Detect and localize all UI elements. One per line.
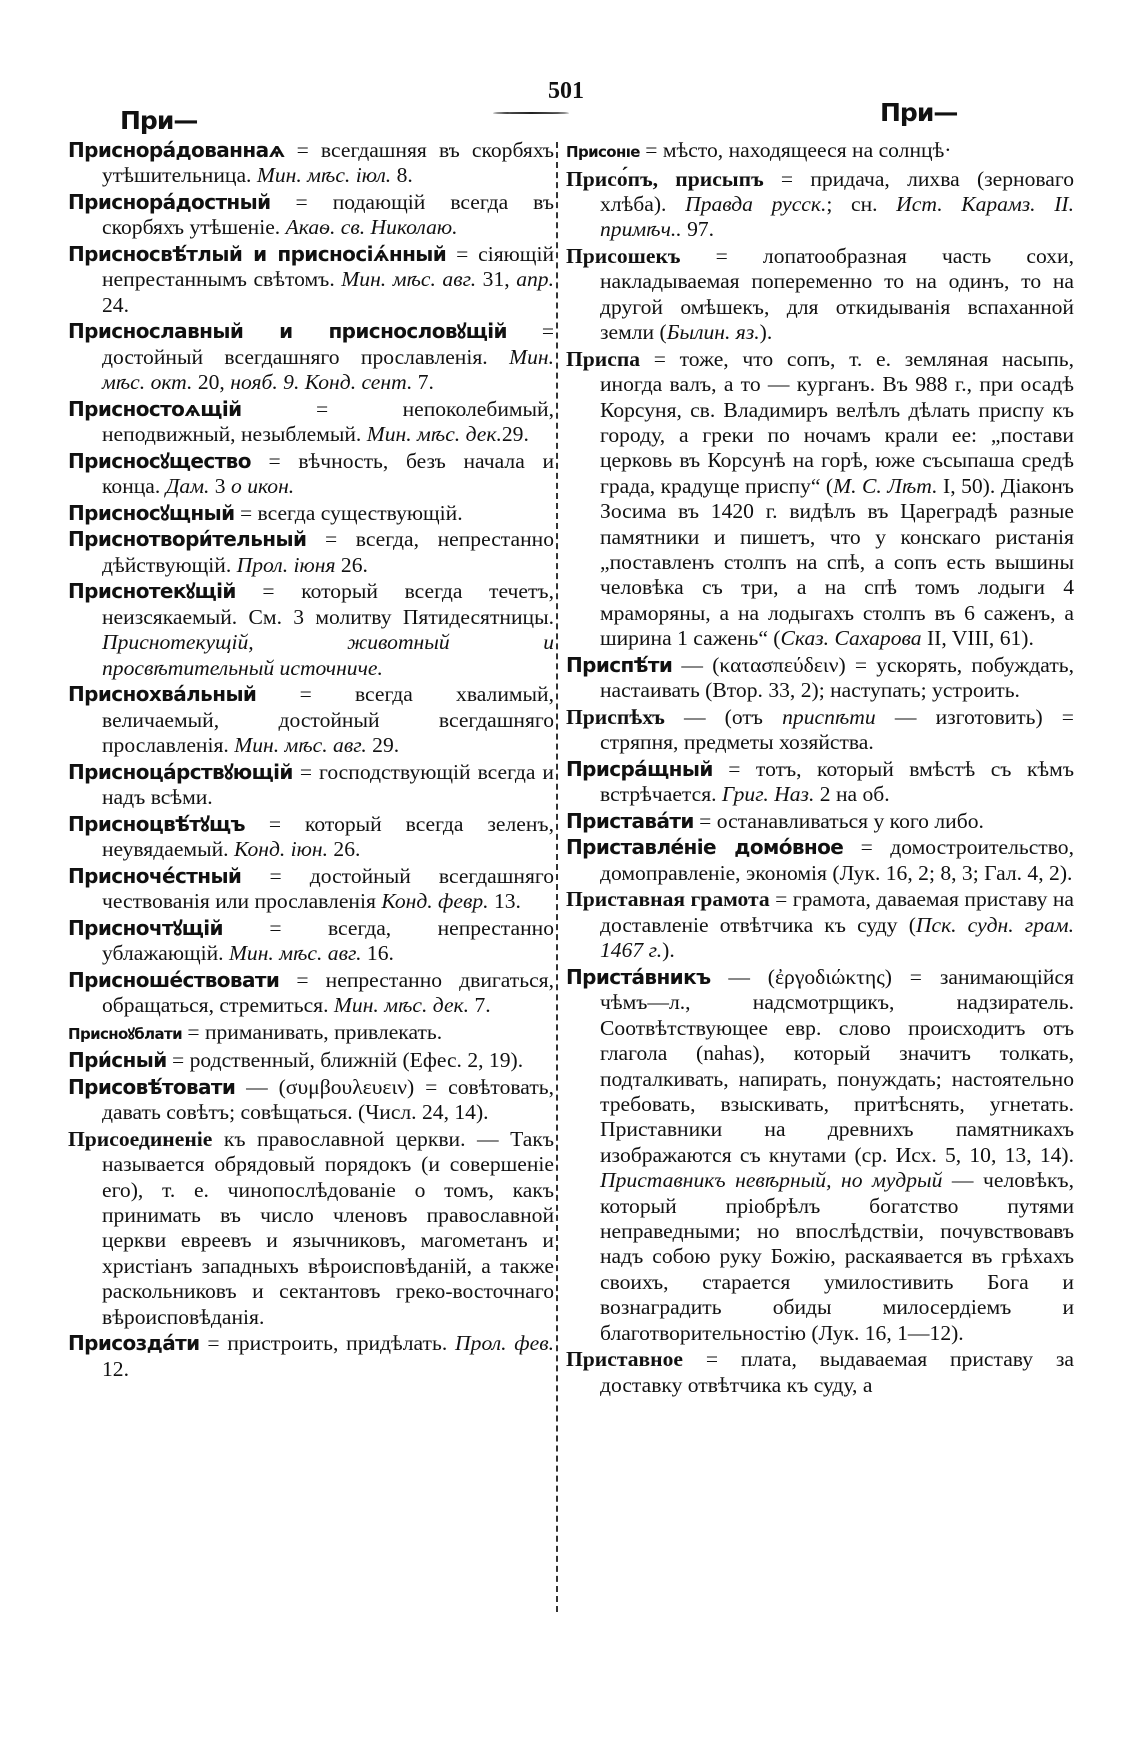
entry-definition: 31, (476, 267, 517, 292)
dictionary-entry (566, 167, 1074, 243)
entry-headword: Приснoцвѣ́тꙋщъ (68, 811, 245, 836)
entry-definition: ). (662, 938, 675, 963)
dictionary-entry (68, 916, 554, 967)
entry-headword: Присонıе (566, 143, 640, 161)
entry-citation: М. С. Лѣт. (833, 473, 938, 498)
dictionary-entry (68, 1075, 554, 1126)
dictionary-entry (68, 1048, 554, 1073)
entry-headword: Приспа (566, 346, 641, 371)
dictionary-entry (566, 887, 1074, 963)
dictionary-entry (566, 809, 1074, 834)
entry-definition: 7. (412, 370, 434, 395)
entry-definition: ). (759, 320, 773, 345)
entry-headword: Приснохва́льный (68, 682, 257, 707)
entry-definition: къ православной церкви. — Такъ называется обрядовый порядокъ (и совершеніе его), т. е. чинопослѣдованіе о томъ, какъ принимать въ число членовъ православной церкви евреевъ и язычниковъ, магометанъ и христіанъ западныхъ вѣроисповѣданій, а также раскольниковъ и сектантовъ греко-восточнаго вѣроисповѣданія. (102, 1126, 554, 1329)
entry-headword: Приста́вникъ (566, 964, 711, 989)
entry-citation: Мин. мѣс. дек. (333, 993, 470, 1018)
entry-citation: Конд. іюн. (233, 837, 329, 862)
entry-headword: Присовѣ́товати (68, 1074, 236, 1099)
entry-definition: = всегда существующій. (234, 500, 463, 525)
entry-definition: — (συμβουλευειν) = совѣтовать, давать совѣтъ; совѣщаться. (Числ. 24, 14). (102, 1074, 554, 1125)
entry-definition: 12. (102, 1356, 129, 1381)
dictionary-entry (68, 397, 554, 448)
entry-headword: Приснора́дованнаѧ (68, 138, 285, 162)
entry-definition: — (κατασπεύδειν) = ускорять, побуждать, настаивать (Втор. 33, 2); наступать; устроить. (600, 652, 1074, 703)
dictionary-entry (566, 835, 1074, 886)
dictionary-entry (68, 1127, 554, 1330)
entry-headword: Присозда́ти (68, 1331, 200, 1356)
entry-citation: Мин. мѣс. окт. (102, 344, 554, 395)
entry-citation: Прол. фев. (455, 1331, 554, 1356)
entry-definition: 7. (469, 993, 491, 1018)
dictionary-entry (68, 501, 554, 526)
entry-headword: Приснoца́рствꙋющій (68, 759, 293, 784)
entry-citation: Мин. мѣс. авг. (228, 941, 362, 966)
left-column (68, 138, 554, 1383)
dictionary-entry (566, 757, 1074, 808)
entry-definition: = достойный всегдашняго прославленія. (102, 319, 554, 369)
dictionary-entry (68, 527, 554, 578)
entry-headword: Присносꙋщество (68, 448, 251, 473)
entry-definition: = пристроить, придѣлать. (199, 1331, 456, 1356)
entry-definition: 26. (335, 552, 368, 577)
dictionary-entry (68, 242, 554, 318)
entry-citation: Пск. судн. грам. 1467 г. (600, 912, 1074, 963)
entry-definition: = всегда, непрестанно ублажающій. (102, 915, 554, 966)
entry-headword: Приставная грамота (566, 887, 770, 912)
entry-definition: = плата, выдаваемая приставу за доставку отвѣтчика къ суду, а (600, 1347, 1074, 1397)
entry-headword: Присночтꙋщій (68, 915, 223, 940)
entry-headword: Присносꙋщный (68, 500, 235, 525)
running-head-right: При— (880, 98, 958, 127)
entry-definition: = всегда, непрестанно дѣйствующій. (102, 527, 554, 577)
entry-headword: При́сный (68, 1048, 167, 1073)
entry-citation: Былин. яз. (666, 320, 760, 345)
dictionary-entry (68, 449, 554, 500)
entry-citation: Мин. мѣс. дек. (366, 422, 502, 447)
dictionary-entry (566, 705, 1074, 756)
entry-citation: приспѣти (782, 704, 876, 729)
entry-definition: — (ἐργοδιώκτης) = занимающійся чѣмъ—л., надсмотрщикъ, надзиратель. Соотвѣтствующее евр. слово происходитъ отъ глагола (nahas), который значитъ толкать, подталкивать, напирать, понуждать; настоятельно требовать, взыскивать, притѣснять, угнетать. Приставники на древнихъ памятникахъ изображаются съ кнутами (ср. Исх. 5, 10, 13, 14). (600, 964, 1074, 1167)
entry-headword: Присошекъ (566, 244, 681, 268)
entry-definition: II, VIII, 61). (921, 626, 1034, 651)
entry-headword: Приставáти (566, 808, 694, 833)
entry-citation: Мин. мѣс. іюл. (256, 163, 392, 188)
entry-citation: Ист. Карамз. II. примѣч.. (600, 192, 1074, 242)
entry-definition: 97. (681, 217, 715, 242)
dictionary-entry (68, 1020, 554, 1047)
entry-definition: — (отъ (664, 704, 783, 729)
running-head-left: При— (120, 106, 198, 135)
entry-headword: Приспѣ́ти (566, 652, 673, 677)
entry-citation: Дам. (165, 474, 210, 499)
entry-headword: Присносвѣ́тлый и присносіѧ́нный (68, 242, 447, 266)
dictionary-entry (68, 319, 554, 395)
dictionary-entry (68, 190, 554, 241)
dictionary-entry (566, 138, 1074, 165)
entry-headword: Приспѣхъ (566, 704, 665, 729)
entry-definition: = непрестанно двигаться, обращаться, стремиться. (102, 967, 554, 1018)
entry-headword: Приснoꙋблати (68, 1024, 182, 1043)
dictionary-entry (566, 965, 1074, 1346)
dictionary-entry (68, 1331, 554, 1382)
entry-citation: Григ. Наз. (721, 782, 815, 807)
entry-citation: Мин. мѣс. авг. (234, 733, 367, 758)
entry-definition: = вѣчность, безъ начала и конца. (102, 448, 554, 499)
entry-definition: = господствующій всегда и надъ всѣми. (102, 759, 554, 810)
entry-headword: Приставное (566, 1347, 683, 1372)
dictionary-entry (68, 682, 554, 758)
entry-definition: 29. (501, 422, 529, 447)
entry-definition: = лопатообразная часть сохи, накладываемая попеременно то на одинъ, то на другой омѣшекъ, для откидыванія вспаханной земли ( (600, 244, 1074, 345)
dictionary-entry (68, 864, 554, 915)
entry-headword: Присоединеніе (68, 1126, 213, 1151)
column-divider (556, 142, 558, 1612)
entry-headword: Приснославный и приснословꙋщій (68, 319, 507, 344)
entry-definition: = всегдашняя въ скорбяхъ утѣшительница. (102, 138, 554, 188)
entry-definition: = который всегда течетъ, неизсякаемый. См. 3 молитву Пятидесятницы. (102, 579, 554, 629)
entry-citation: Правда русск. (685, 192, 827, 216)
entry-citation: о икон. (231, 474, 295, 499)
entry-definition: = останавливаться у кого либо. (693, 808, 984, 833)
entry-definition: = достойный всегдашняго чествованія или прославленія (102, 863, 554, 914)
entry-headword: Присра́щный (566, 756, 713, 781)
entry-definition: = непоколебимый, неподвижный, незыблемый. (102, 396, 554, 447)
entry-headword: Присо́пъ, присыпъ (566, 166, 764, 191)
entry-citation: Прол. іюня (236, 552, 336, 577)
entry-definition: — человѣкъ, который пріобрѣлъ богатство путями неправедными; но впослѣдствіи, почувствовавъ надъ собою руку Божію, раскаявается въ грѣхахъ своихъ, старается умилостивить Бога и вознаградить обиды милосердіемъ и благотворительностію (Лук. 16, 1—12). (600, 1168, 1074, 1345)
entry-definition: ; сн. (826, 192, 897, 216)
dictionary-entry (566, 1347, 1074, 1398)
entry-citation: Сказ. Сахарова (780, 626, 922, 651)
entry-definition: = родственный, ближній (Ефес. 2, 19). (166, 1048, 524, 1073)
dictionary-entry (566, 244, 1074, 346)
entry-headword: Приснoшéствовати (68, 967, 280, 992)
entry-definition: = подающій всегда въ скорбяхъ утѣшеніе. (102, 190, 554, 240)
entry-definition: = который всегда зеленъ, неувядаемый. (102, 811, 554, 862)
entry-citation: Мин. мѣс. авг. (341, 267, 477, 292)
dictionary-entry (566, 653, 1074, 704)
dictionary-entry (68, 579, 554, 681)
dictionary-entry (68, 968, 554, 1019)
entry-definition: = грамота, даваемая приставу на доставленіе отвѣтчика къ суду ( (600, 887, 1074, 937)
entry-citation: апр. (516, 267, 554, 292)
right-column (566, 138, 1074, 1399)
entry-headword: Присностоѧщій (68, 396, 242, 421)
entry-citation: Конд. февр. (381, 889, 489, 914)
entry-citation: Приставникъ невѣрный, но мудрый (600, 1168, 943, 1193)
entry-definition: = придача, лихва (зерноваго хлѣба). (600, 166, 1075, 216)
entry-definition: 3 (209, 474, 231, 499)
dictionary-entry (566, 347, 1074, 652)
dictionary-entry (68, 138, 554, 189)
entry-headword: Приснотекꙋщій (68, 579, 236, 604)
entry-definition: 8. (391, 163, 413, 188)
entry-definition: — изготовить) = стряпня, предметы хозяйства. (600, 704, 1074, 755)
entry-definition: 2 на об. (814, 782, 890, 807)
entry-definition: = мѣсто, находящееся на солнцѣ· (639, 138, 952, 162)
entry-definition: = тотъ, который вмѣстѣ съ кѣмъ встрѣчается. (600, 756, 1074, 807)
entry-headword: Приснотвори́тельный (68, 527, 307, 552)
entry-definition: 29. (366, 733, 400, 758)
entry-definition: 13. (488, 889, 521, 914)
entry-headword: Присночéстный (68, 863, 242, 888)
entry-citation: нояб. 9. Конд. сент. (230, 370, 413, 395)
entry-definition: 26. (328, 837, 361, 862)
entry-citation: Приснотекущій, животный и просвѣтительный источниче. (102, 630, 554, 680)
entry-definition: = сіяющій непрестаннымъ свѣтомъ. (102, 242, 554, 292)
dictionary-entry (68, 760, 554, 811)
entry-definition: = всегда хвалимый, величаемый, достойный всегдашняго прославленія. (102, 682, 554, 758)
entry-definition: 20, (192, 370, 231, 395)
dictionary-entry (68, 812, 554, 863)
entry-definition: 24. (102, 292, 129, 317)
entry-headword: Приставле́ніе домо́вное (566, 835, 844, 860)
entry-citation: Акаѳ. св. Николаю. (285, 215, 458, 240)
entry-definition: = домостроительство, домоправленіе, экономія (Лук. 16, 2; 8, 3; Гал. 4, 2). (600, 835, 1074, 885)
entry-definition: = тоже, что сопъ, т. е. земляная насыпь, иногда валъ, а то — курганъ. Въ 988 г., при осадѣ Корсуня, св. Владимиръ велѣлъ дѣлать приспу къ городу, а греки по ночамъ крали ее: „постави церковь въ Корсунѣ на горѣ, юже съсыпаша средѣ града, крадуще приспу“ ( (600, 346, 1074, 498)
entry-definition: 16. (361, 941, 394, 966)
entry-headword: Приснора́достный (68, 190, 271, 214)
page-number-rule (493, 112, 569, 114)
entry-definition: I, 50). Діаконъ Зосима въ 1420 г. видѣлъ въ Цареградѣ разные памятники и пишетъ, что у конскаго ристанія „поставленъ столпъ на спѣ, а сопъ есть вышины человѣка съ три, а на спѣ томъ лодыги 4 мраморяны, а на лодыгахъ столпъ въ 6 саженъ, а ширина 1 сажень“ ( (600, 473, 1074, 651)
entry-definition: = приманивать, привлекать. (181, 1019, 443, 1044)
page-number: 501 (548, 78, 584, 104)
